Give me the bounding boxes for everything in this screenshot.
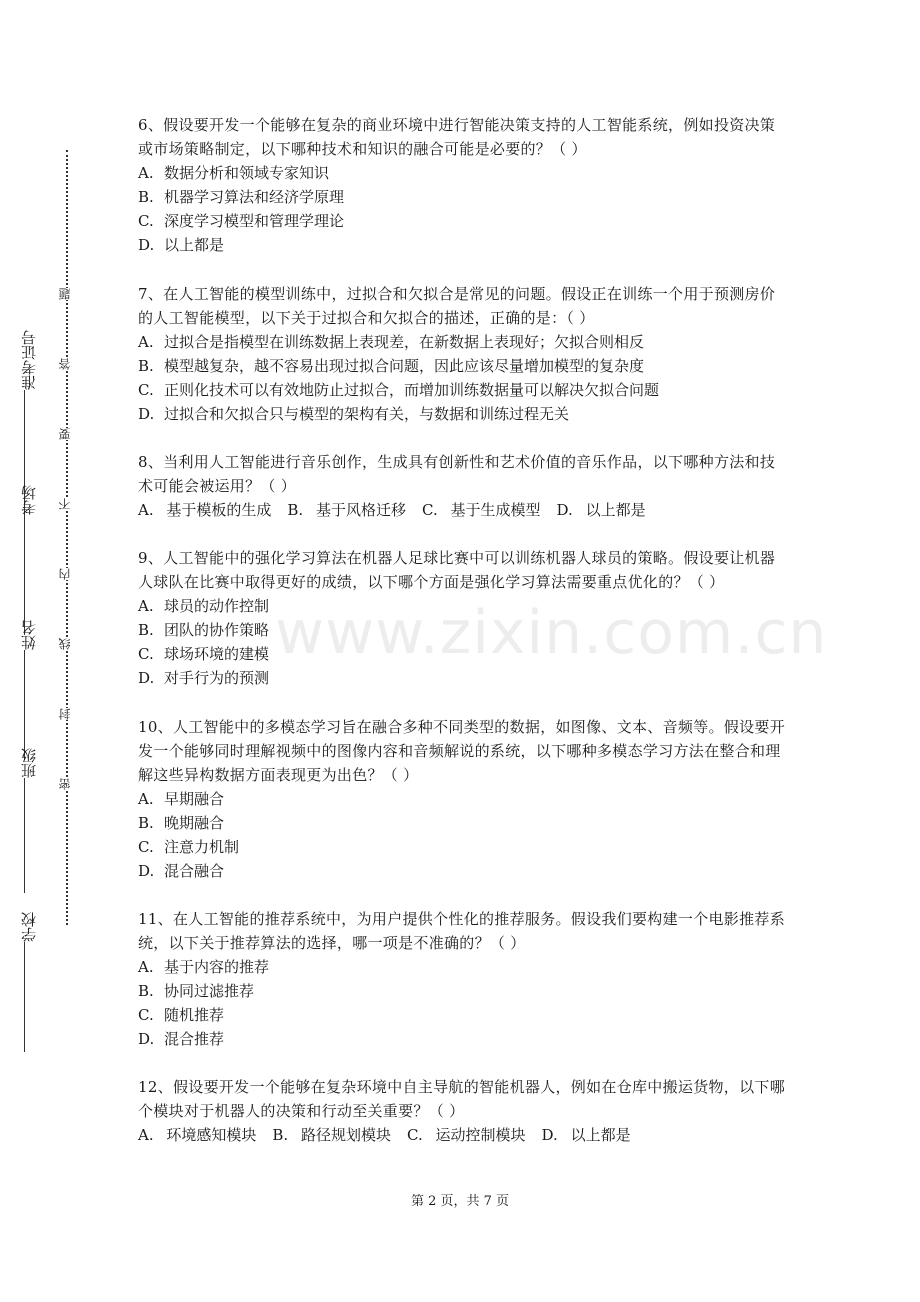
options-inline	[138, 1123, 788, 1147]
option-d: D. 混合融合	[138, 862, 225, 880]
option-a: A. 早期融合	[138, 790, 225, 808]
option-a: A. 球员的动作控制	[138, 597, 270, 615]
option-d: D. 对手行为的预测	[138, 669, 270, 687]
option-c: C. 注意力机制	[138, 838, 240, 856]
field-label: 姓名	[20, 620, 38, 650]
question-stem: 9、人工智能中的强化学习算法在机器人足球比赛中可以训练机器人球员的策略。假设要让机器人球队在比赛中取得更好的成绩，以下哪个方面是强化学习算法需要重点优化的？（ ）	[138, 549, 776, 591]
seal-char: 不	[58, 498, 72, 510]
field-label: 考场	[20, 485, 38, 515]
option-c: C. 基于生成模型	[422, 501, 541, 519]
seal-char: 线	[58, 638, 72, 650]
seal-dotted-line	[66, 150, 68, 925]
question-8	[138, 450, 788, 522]
field-exam-room	[14, 485, 44, 635]
option-c: C. 随机推荐	[138, 1006, 225, 1024]
question-stem: 11、在人工智能的推荐系统中，为用户提供个性化的推荐服务。假设我们要构建一个电影推荐系统，以下关于推荐算法的选择，哪一项是不准确的？（ ）	[138, 910, 785, 952]
seal-char: 内	[58, 568, 72, 580]
option-b: B. 基于风格迁移	[287, 501, 406, 519]
question-12	[138, 1075, 788, 1147]
question-stem: 10、人工智能中的多模态学习旨在融合多种不同类型的数据，如图像、文本、音频等。假设要开发一个能够同时理解视频中的图像内容和音频解说的系统，以下哪种多模态学习方法在整合和理解这些异构数据方面表现更为出色？（ ）	[138, 718, 785, 784]
seal-char: 答	[58, 358, 72, 370]
option-b: B. 机器学习算法和经济学原理	[138, 188, 345, 206]
option-a: A. 基于内容的推荐	[138, 958, 270, 976]
option-b: B. 路径规划模块	[272, 1126, 391, 1144]
option-b: B. 团队的协作策略	[138, 621, 270, 639]
seal-char: 封	[58, 708, 72, 720]
option-d: D. 过拟合和欠拟合只与模型的架构有关，与数据和训练过程无关	[138, 405, 570, 423]
field-label: 班级	[20, 748, 38, 778]
option-a: A. 数据分析和领域专家知识	[138, 164, 330, 182]
option-c: C. 正则化技术可以有效地防止过拟合，而增加训练数据量可以解决欠拟合问题	[138, 381, 660, 399]
option-d: D. 混合推荐	[138, 1030, 225, 1048]
question-10	[138, 715, 788, 883]
option-a: A. 过拟合是指模型在训练数据上表现差，在新数据上表现好；欠拟合则相反	[138, 333, 645, 351]
question-11	[138, 907, 788, 1051]
seal-char: 题	[58, 288, 72, 300]
option-a: A. 基于模板的生成	[138, 501, 272, 519]
option-b: B. 晚期融合	[138, 814, 225, 832]
question-9	[138, 546, 788, 690]
question-stem: 8、当利用人工智能进行音乐创作，生成具有创新性和艺术价值的音乐作品，以下哪种方法和技术可能会被运用？（ ）	[138, 453, 776, 495]
page-footer: 第 2 页，共 7 页	[410, 1194, 510, 1209]
question-6	[138, 113, 788, 257]
option-c: C. 球场环境的建模	[138, 645, 270, 663]
option-d: D. 以上都是	[556, 501, 646, 519]
field-label: 学校	[20, 912, 38, 942]
options-inline	[138, 498, 788, 522]
field-school	[14, 912, 44, 1052]
option-a: A. 环境感知模块	[138, 1126, 257, 1144]
seal-char: 要	[58, 428, 72, 440]
field-name	[14, 620, 44, 760]
option-d: D. 以上都是	[138, 236, 225, 254]
seal-char: 密	[58, 778, 72, 790]
watermark: www.zixin.com.cn	[275, 598, 828, 668]
question-stem: 12、假设要开发一个能够在复杂环境中自主导航的智能机器人，例如在仓库中搬运货物，以下哪个模块对于机器人的决策和行动至关重要？（ ）	[138, 1078, 785, 1120]
field-class	[14, 748, 44, 893]
question-7	[138, 282, 788, 426]
option-b: B. 协同过滤推荐	[138, 982, 255, 1000]
question-stem: 6、假设要开发一个能够在复杂的商业环境中进行智能决策支持的人工智能系统，例如投资决策或市场策略制定，以下哪种技术和知识的融合可能是必要的？（ ）	[138, 116, 776, 158]
option-d: D. 以上都是	[541, 1126, 631, 1144]
option-b: B. 模型越复杂，越不容易出现过拟合问题，因此应该尽量增加模型的复杂度	[138, 357, 645, 375]
question-stem: 7、在人工智能的模型训练中，过拟合和欠拟合是常见的问题。假设正在训练一个用于预测房价的人工智能模型，以下关于过拟合和欠拟合的描述，正确的是：（ ）	[138, 285, 776, 327]
field-label: 准考证号	[20, 330, 38, 390]
option-c: C. 深度学习模型和管理学理论	[138, 212, 345, 230]
option-c: C. 运动控制模块	[407, 1126, 526, 1144]
